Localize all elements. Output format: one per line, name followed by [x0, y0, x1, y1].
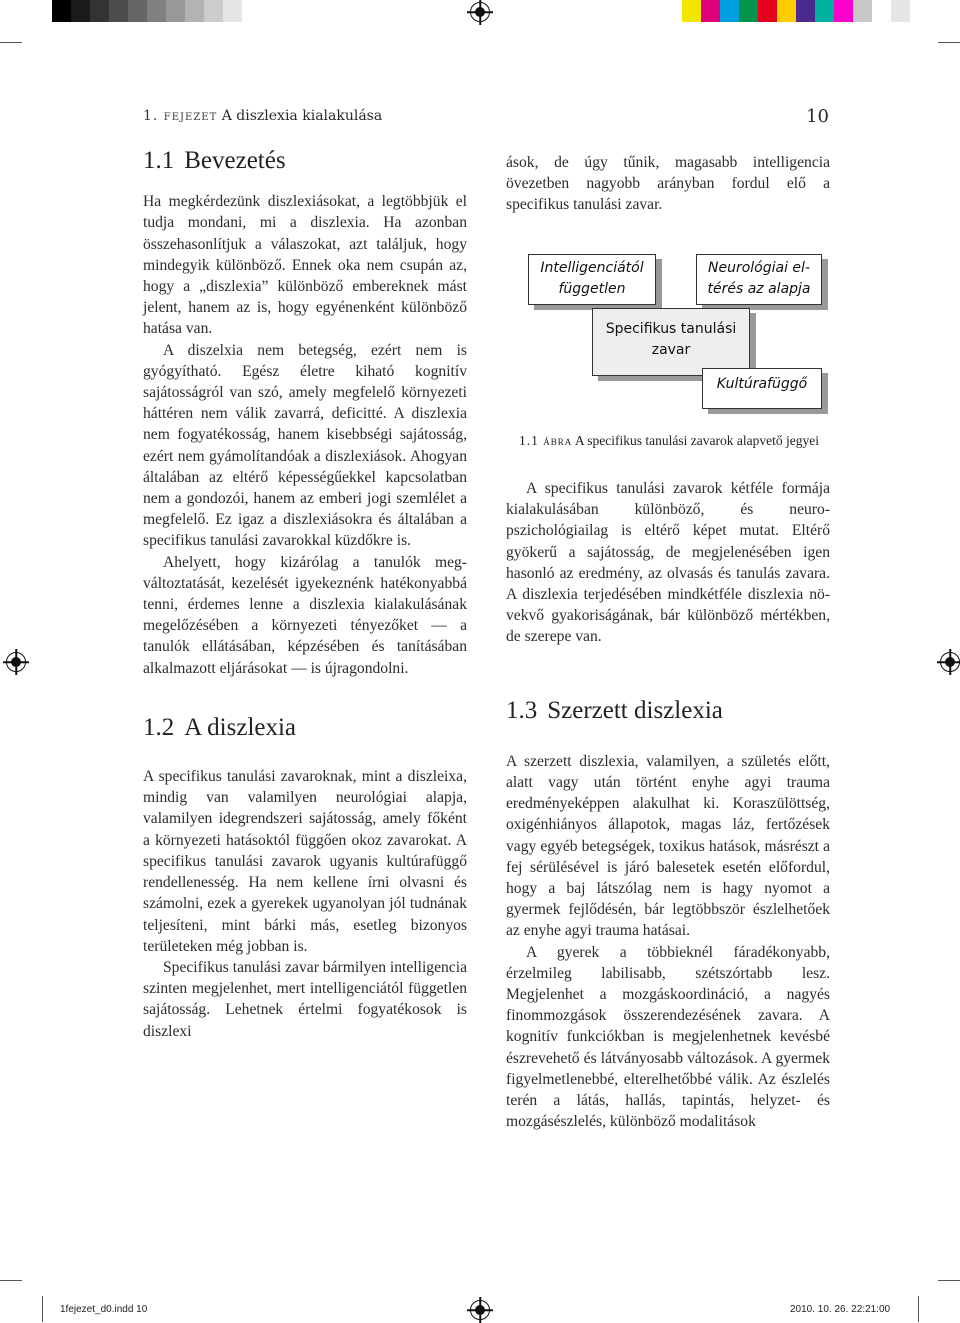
grayscale-color-bar	[52, 0, 261, 22]
paragraph: A szerzett diszlexia, valamilyen, a születés előtt, alatt vagy után történt enyhe agyi trauma eredményeképpen alakulhat ki. Koraszülöttség, oxigénhiányos állapotok, magas láz, fertőzések vagy egyéb betegségek, toxikus hatások, másrészt a fej sérülésével is járó balesetek esetén előfordul, hogy a baj látszólag nem is hagy nyomot a gyermek fejlődésén, bár legtöbbször észlelhetőek az enyhe agyi trauma hatásai.	[506, 752, 830, 940]
figure-label: 1.1 ábra	[519, 433, 573, 448]
crop-mark	[0, 1280, 22, 1281]
color-swatch	[128, 0, 147, 22]
color-swatch	[853, 0, 872, 22]
section-heading-1-3	[506, 696, 830, 724]
color-swatch	[739, 0, 758, 22]
chapter-label: 1. fejezet	[143, 108, 218, 124]
section-heading-1-1	[143, 147, 467, 174]
registration-mark-right	[940, 652, 960, 672]
section-title: A diszlexia	[184, 713, 297, 741]
section-number: 1.1	[143, 147, 175, 174]
paragraph: A specifikus tanulási zavaroknak, mint a diszleixa, mindig van valamilyen neurológiai alapja, valamilyen idegrendszeri sajátosság, amely főként a környezeti hatásoktól függően okoz zavarokat. A specifikus tanulási zavarok ugyanis kultúrafüggő rendellenesség. Ha nem kellene írni olvasni és számolni, ezek a gyerekek ugyanolyan jól tudnának teljesíteni, mint bárki más, esetleg bizonyos területeken még jobban is.	[143, 768, 467, 955]
registration-mark-top	[470, 2, 490, 22]
crop-mark	[42, 1296, 43, 1322]
paragraph: A diszelxia nem betegség, ezért nem is gyógyítható. Egész életre kiható kognitív sajátosságról van szó, amely megfelelő környezeti háttéren nem válik zavarrá, deficitté. A diszlexia nem fogyatékosság, hanem kisebbségi sajátosság, ezért nem gyámolítandóak a diszlexiások. Ahogyan általában az eltérő képességűekkel kapcsolatban nem a gondozói, hanem az emberi jogi szemlélet a megfelelő. Ez igaz a diszlexiásokra és általában a specifikus tanulási zavarokkal küzdőkre is.	[143, 341, 467, 550]
left-column	[143, 147, 467, 1042]
paragraph: Specifikus tanulási zavar bármilyen intelligencia szinten megjelenhet, mert intelligenciától független sajátosság. Lehetnek értelmi fogyatékosok is diszlexi	[143, 958, 467, 1040]
section-title: Szerzett diszlexia	[547, 696, 723, 724]
color-swatch	[223, 0, 242, 22]
crop-mark	[0, 42, 22, 43]
cmyk-color-bar	[682, 0, 910, 22]
paragraph: Ahelyett, hogy kizárólag a tanulók megváltoztatását, kezelését igyekeznénk hatékonyabbá tenni, érdemes lenne a diszlexia kialakulásának megelőzésében a környezeti tényezőket — a tanulók ellátásában, képzésében és tanításában alkalmazott eljárásokat — is újragondolni.	[143, 553, 467, 677]
box-specific-learning-disorder: Specifikus tanulási zavar	[592, 308, 750, 376]
color-swatch	[720, 0, 739, 22]
footer-timestamp: 2010. 10. 26. 22:21:00	[790, 1304, 891, 1315]
paragraph: Ha megkérdezünk diszlexiásokat, a legtöbbjük el tudja mondani, mi a diszlexia. Ha azonban összehasonlítjuk a válaszokat, azt találjuk, hogy mindegyik különböző. Ennek oka nem csupán az, hogy a „diszlexia” különböző embereknek mást jelent, hanem az is, hogy egyénenként különböző hatása van.	[143, 193, 467, 338]
figure-diagram	[506, 228, 832, 418]
box-culture-dependent: Kultúrafüggő	[702, 368, 822, 409]
section-title: Bevezetés	[184, 147, 286, 174]
box-neurological-basis: Neurológiai eltérés az alapja	[696, 254, 822, 305]
chapter-title: A diszlexia kialakulása	[221, 108, 383, 124]
color-swatch	[166, 0, 185, 22]
section-heading-1-2	[143, 713, 467, 741]
color-swatch	[90, 0, 109, 22]
crop-mark	[938, 1280, 960, 1281]
paragraph: A gyerek a többieknél fáradékonyabb, érzelmileg labilisabb, szétszórtabb lesz. Megjelenhet a mozgáskoordináció, a nagyés finommozgások összerendezésének zavara. A kognitív funkciókban is megjelenhetnek kevésbé észrevehető és látványosabb változások. A gyermek figyelmetlenebbé, elterelhetőbbé válik. Az észlelés terén a látás, hallás, tapintás, helyzet- és mozgásészlelés, különböző modalitások	[506, 943, 830, 1131]
paragraph: A specifikus tanulási zavarok kétféle formája kialakulásában különböző, és neuro-pszichológiailag is eltérő képet mutat. Eltérő gyökerű a sajátosság, de megjelenésében igen hasonló az eredmény, az olvasás és tanulás zavara. A diszlexia terjedésében mindkétféle diszlexia növekvő gyakoriságának, bár különböző mértékben, de szerepe van.	[506, 480, 830, 646]
color-swatch	[52, 0, 71, 22]
color-swatch	[242, 0, 261, 22]
color-swatch	[701, 0, 720, 22]
box-intelligence-independent: Intelligenciától független	[528, 254, 656, 305]
color-swatch	[891, 0, 910, 22]
registration-mark-left	[6, 652, 26, 672]
right-column-bottom	[506, 478, 830, 1132]
figure-caption-text: A specifikus tanulási zavarok alapvető jegyei	[574, 433, 819, 448]
color-swatch	[758, 0, 777, 22]
color-swatch	[796, 0, 815, 22]
right-column-top	[506, 152, 830, 216]
crop-mark	[918, 1296, 919, 1322]
footer-file-name: 1fejezet_d0.indd 10	[60, 1304, 148, 1315]
color-swatch	[682, 0, 701, 22]
color-swatch	[109, 0, 128, 22]
color-swatch	[777, 0, 796, 22]
crop-mark	[938, 42, 960, 43]
color-swatch	[147, 0, 166, 22]
section-number: 1.3	[506, 696, 538, 724]
page-number: 10	[806, 106, 829, 127]
color-swatch	[834, 0, 853, 22]
color-swatch	[71, 0, 90, 22]
registration-mark-bottom	[470, 1300, 490, 1320]
color-swatch	[815, 0, 834, 22]
color-swatch	[204, 0, 223, 22]
figure-caption	[506, 431, 832, 450]
running-header	[143, 106, 829, 127]
color-swatch	[872, 0, 891, 22]
section-number: 1.2	[143, 713, 175, 741]
paragraph: ások, de úgy tűnik, magasabb intelligencia övezetben nagyobb arányban fordul elő a specifikus tanulási zavar.	[506, 154, 830, 214]
color-swatch	[185, 0, 204, 22]
